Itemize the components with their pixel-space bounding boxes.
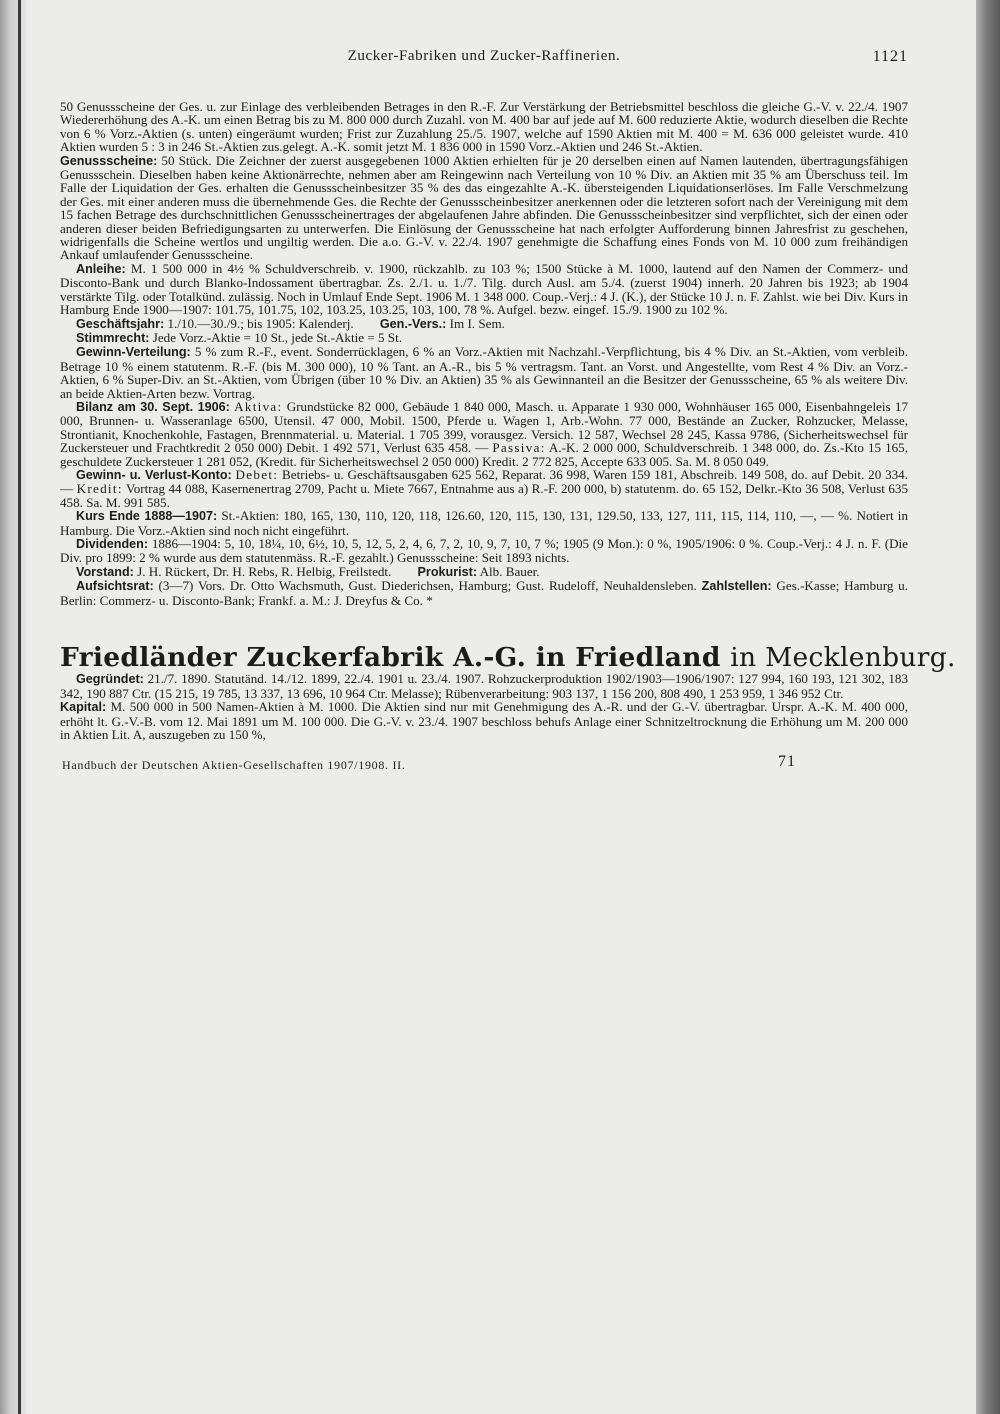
paragraph-genussscheine: Genussscheine: 50 Stück. Die Zeichner der zuerst ausgegebenen 1000 Aktien erhielten für je 20 derselben einen auf Namen lautenden, übertragungsfähigen Genussschein. Dieselben haben keine Aktionärrechte, nehmen aber am Reingewinn nach Verteilung von 10 % Div. an Aktien mit 35 % am Überschuss teil. Im Falle der Liquidation der Ges. erhalten die Genussscheinbesitzer 35 % des das eingezahlte A.-K. übersteigenden Liquidationserlöses. Im Falle Verschmelzung der Ges. mit einer anderen muss die übernehmende Ges. die Rechte der Genussscheinbesitzer anerkennen oder die letzteren sofort nach der Vereinigung mit dem 15 fachen Betrage des durchschnittlichen Genussscheinertrages der abgelaufenen Jahre abfinden. Die Genussscheinbesitzer sind verpflichtet, sich der einen oder anderen dieser beiden Befriedigungsarten zu unterwerfen. Die Einlösung der Genussscheine hat nach erfolgter Aufforderung binnen Jahresfrist zu geschehen, widrigenfalls die Scheine wertlos und ungiltig werden. Die a.o. G.-V. v. 22./4. 1907 genehmigte die Schaffung eines Fonds von M. 10 000 zum freihändigen Ankauf umlaufender Genussscheine. — [60, 152, 908, 263]
label-debet: Debet: — [235, 466, 279, 482]
paragraph-vorstand: Vorstand: J. H. Rückert, Dr. H. Rebs, R. Helbig, Freilstedt. Prokurist: Alb. Bauer. — [76, 563, 540, 579]
label-gen-vers: Gen.-Vers.: — [379, 316, 447, 331]
label-gewinn-verteilung: Gewinn-Verteilung: — [76, 345, 191, 360]
paragraph-gegruendet: Gegründet: 21./7. 1890. Statutänd. 14./12. 1899, 22./4. 1901 u. 23./4. 1907. Rohzuckerproduktion 1902/1903—1906/1907: 127 994, 160 193, 121 302, 183 342, 190 887 Ctr. (15 215, 19 785, 13 337, 13 696, 10 964 Ctr. Melasse); Rübenverarbeitung: 903 137, 1 156 200, 808 490, 1 253 959, 1 346 952 Ctr. — [60, 671, 908, 701]
running-header — [60, 0, 908, 72]
label-gegruendet: Gegründet: — [76, 672, 144, 687]
label-bilanz: Bilanz am 30. Sept. 1906: — [76, 399, 230, 414]
paragraph-aufsichtsrat: Aufsichtsrat: (3—7) Vors. Dr. Otto Wachsmuth, Gust. Diederichsen, Hamburg; Gust. Rudeloff, Neuhaldensleben. Zahlstellen: Ges.-Kasse; Hamburg u. Berlin: Commerz- u. Disconto-Bank; Frankf. a. M.: J. Dreyfus & Co. * — [60, 578, 909, 608]
page-footer — [60, 743, 908, 783]
label-vorstand: Vorstand: — [76, 564, 134, 579]
label-passiva: Passiva: — [492, 440, 546, 456]
label-zahlstellen: Zahlstellen: — [701, 579, 772, 594]
binding-rule — [18, 0, 21, 1414]
running-title: Zucker-Fabriken und Zucker-Raffinerien. — [347, 48, 621, 64]
footer-signature-number: 71 — [778, 753, 796, 771]
paragraph-aktienkapital-continued: 50 Genussscheine der Ges. u. zur Einlage des verbleibenden Betrages in den R.-F. Zur Verstärkung der Betriebsmittel beschloss die gleiche G.-V. v. 22./4. 1907 Wiedererhöhung des A.-K. um einen Betrag bis zu M. 800 000 durch Zuzahl. von M. 400 bar auf jede auf M. 600 reduzierte Aktie, wodurch dieselben die Rechte von 6 % Vorz.-Aktien (s. unten) eingeräumt wurden; Frist zur Zuzahlung 25./5. 1907, welche auf 1590 Aktien mit M. 400 = M. 636 000 geleistet wurde. 410 Aktien wurden 5 : 3 in 246 St.-Aktien zus.gelegt. A.-K. somit jetzt M. 1 836 000 in 1590 Vorz.-Aktien und 246 St.-Aktien. — [60, 99, 908, 155]
label-prokurist: Prokurist: — [417, 564, 478, 579]
company-heading-main: Friedländer Zuckerfabrik A.-G. in Friedland — [60, 642, 721, 674]
page-content — [60, 0, 956, 783]
label-aufsichtsrat: Aufsichtsrat: — [76, 579, 154, 594]
paragraph-dividenden: Dividenden: 1886—1904: 5, 10, 18¼, 10, 6½, 10, 5, 12, 5, 2, 4, 6, 7, 2, 10, 9, 7, 10, 7 %; 1905 (9 Mon.): 0 %, 1905/1906: 0 %. Coup.-Verj.: 4 J. n. F. (Die Div. pro 1899: 2 % wurde aus dem statutenmäss. R.-F. gezahlt.) Genussscheine: Seit 1893 nichts. — [60, 536, 908, 566]
company-heading — [60, 642, 956, 674]
page-number: 1121 — [872, 48, 908, 65]
footer-publication: Handbuch der Deutschen Aktien-Gesellschaften 1907/1908. II. — [62, 758, 406, 773]
company-heading-location: in Mecklenburg. — [730, 642, 956, 674]
paragraph-geschaeftsjahr: Geschäftsjahr: 1./10.—30./9.; bis 1905: Kalenderj. Gen.-Vers.: Im I. Sem. — [76, 315, 505, 331]
paragraph-bilanz: Bilanz am 30. Sept. 1906: Aktiva: Grundstücke 82 000, Gebäude 1 840 000, Masch. u. Apparate 1 930 000, Wohnhäuser 165 000, Eisenbahngeleis 17 000, Brunnen- u. Wasseranlage 6500, Utensil. 47 000, Mobil. 1500, Pferde u. Wagen 1, Arb.-Wohn. 77 000, Bestände an Zucker, Rohzucker, Melasse, Strontianit, Knochenkohle, Fastagen, Brennmaterial. u. Material. 1 705 399, vorausgez. Versich. 12 587, Wechsel 28 245, Kassa 9786, (Sicherheitswechsel für Zuckersteuer und Frachtkredit 2 050 000) Debit. 1 492 571, Verlust 635 458. — Passiva: A.-K. 2 000 000, Schuldverschreib. 1 348 000, do. Zs.-Kto 15 165, geschuldete Zuckersteuer 1 281 052, (Kredit. für Sicherheitswechsel 2 050 000) Kredit. 2 772 825, Accepte 633 005. Sa. M. 8 050 049. — [60, 398, 909, 469]
page-binding-left — [0, 0, 26, 1414]
label-anleihe: Anleihe: — [76, 261, 126, 276]
company-entry-continued — [60, 100, 908, 607]
label-dividenden: Dividenden: — [76, 537, 149, 551]
label-genussscheine: Genussscheine: — [60, 153, 158, 168]
label-kurs: Kurs Ende 1888—1907: — [76, 509, 218, 524]
paragraph-kurs: Kurs Ende 1888—1907: St.-Aktien: 180, 165, 130, 110, 120, 118, 126.60, 120, 115, 130, 131, 129.50, 133, 127, 111, 115, 114, 110, —, — %. Notiert in Hamburg. Die Vorz.-Aktien sind noch nicht eingeführt. — [60, 508, 908, 538]
label-stimmrecht: Stimmrecht: — [76, 330, 150, 345]
paragraph-gewinn-verteilung: Gewinn-Verteilung: 5 % zum R.-F., event. Sonderrücklagen, 6 % an Vorz.-Aktien mit Nachzahl.-Verpflichtung, bis 4 % Div. an St.-Aktien, vom verbleib. Betrage 10 % einem statutenm. R.-F. (bis M. 300 000), 10 % Tant. an A.-R., bis 5 % vertragsm. Tant. an Vorst. und Angestellte, vom Rest 4 % Div. an Vorz.-Aktien, 6 % Super-Div. an St.-Aktien, vom Übrigen (über 10 % Div. an Aktien) 35 % als Gewinnanteil an die Besitzer der Genussscheine, 65 % als weitere Div. an beide Aktien-Arten bezw. Vortrag. — [60, 344, 908, 401]
paragraph-anleihe: Anleihe: M. 1 500 000 in 4½ % Schuldverschreib. v. 1900, rückzahlb. zu 103 %; 1500 Stücke à M. 1000, lautend auf den Namen der Commerz- und Disconto-Bank und durch Blanko-Indossament übertragbar. Zs. 2./1. u. 1./7. Tilg. durch Ausl. am 5./4. (zuerst 1904) innerh. 20 Jahren bis 1923; ab 1904 verstärkte Tilg. oder Totalkünd. zulässig. Noch in Umlauf Ende Sept. 1906 M. 1 348 000. Coup.-Verj.: 4 J. (K.), der Stücke 10 J. n. F. Zahlst. wie bei Div. Kurs in Hamburg Ende 1900—1907: 101.75, 101.75, 102, 103.25, 103.25, 103, 100, 78 %. Aufgel. bezw. eingef. 15./9. 1900 zu 102 %. — [60, 260, 908, 318]
company-entry-friedland — [60, 672, 908, 741]
paragraph-kapital: Kapital: M. 500 000 in 500 Namen-Aktien à M. 1000. Die Aktien sind nur mit Genehmigung des A.-R. und der G.-V. übertragbar. Urspr. A.-K. M. 400 000, erhöht lt. G.-V.-B. vom 12. Mai 1891 um M. 100 000. Die G.-V. v. 23./4. 1907 beschloss behufs Anlage einer Schnitzeltrocknung die Erhöhung um M. 200 000 in Aktien Lit. A, auszugeben zu 150 %, — [60, 699, 908, 743]
document-page — [26, 0, 976, 1414]
paragraph-gewinn-verlust-konto: Gewinn- u. Verlust-Konto: Debet: Betriebs- u. Geschäftsausgaben 625 562, Reparat. 36 998, Waren 159 181, Abschreib. 149 508, do. auf Debit. 20 334. — Kredit: Vortrag 44 088, Kasernenertrag 2709, Pacht u. Miete 7667, Entnahme aus a) R.-F. 200 000, b) statutenm. do. 65 152, Delkr.-Kto 36 508, Verlust 635 458. Sa. M. 991 585. — [60, 466, 908, 510]
label-geschaeftsjahr: Geschäftsjahr: — [76, 316, 165, 331]
label-kapital: Kapital: — [60, 700, 107, 715]
paragraph-stimmrecht: Stimmrecht: Jede Vorz.-Aktie = 10 St., jede St.-Aktie = 5 St. — [76, 329, 402, 345]
label-aktiva: Aktiva: — [234, 398, 283, 414]
label-kredit: Kredit: — [76, 481, 123, 497]
label-gewinn-verlust-konto: Gewinn- u. Verlust-Konto: — [76, 467, 232, 482]
